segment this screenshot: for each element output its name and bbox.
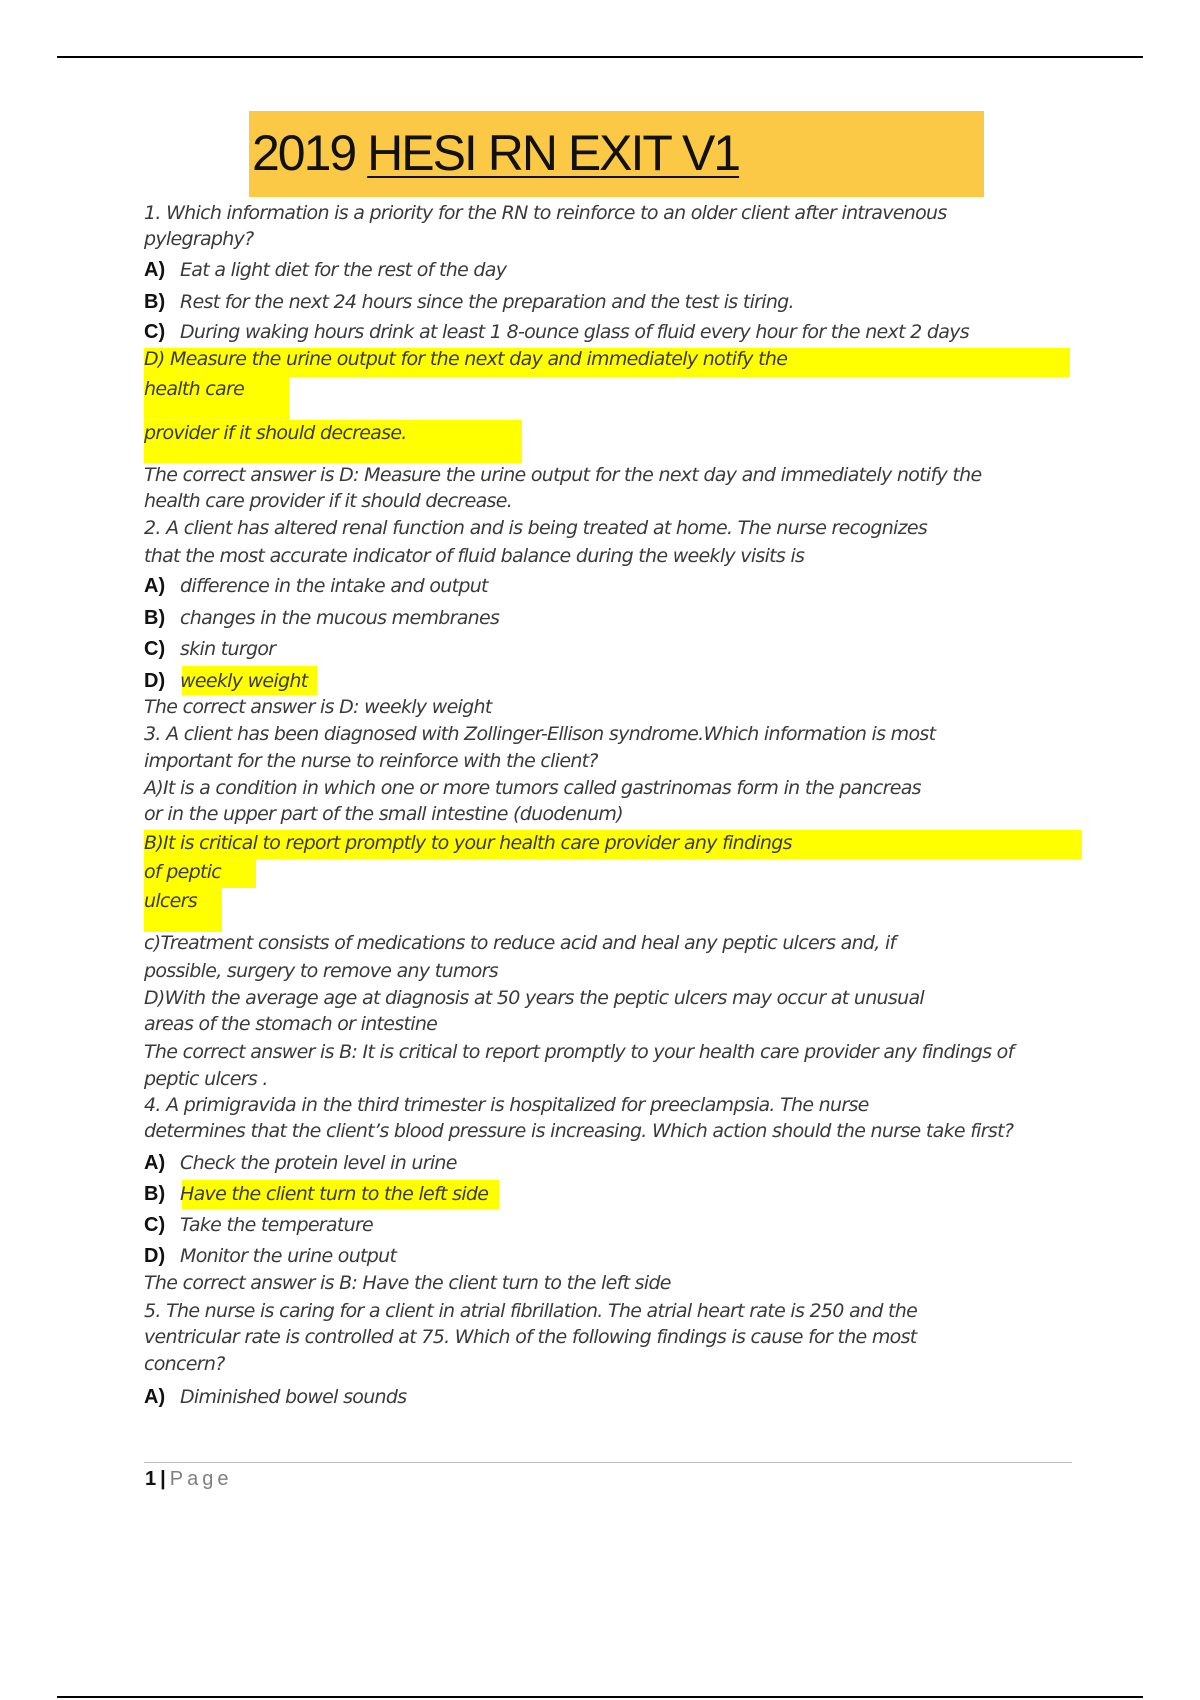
option-text: Rest for the next 24 hours since the preparation and the test is tiring. [180,291,794,313]
question-2-option-b [144,605,499,631]
question-2-stem-line2: that the most accurate indicator of fluid balance during the weekly visits is [144,545,805,567]
question-3-option-c-line1: c)Treatment consists of medications to reduce acid and heal any peptic ulcers and, if [144,932,896,954]
question-4-option-a [144,1150,457,1176]
top-rule [57,56,1143,58]
question-4-answer: The correct answer is B: Have the client turn to the left side [144,1272,671,1294]
page-footer [145,1468,232,1491]
question-1-stem-line2: pylegraphy? [144,228,254,250]
option-letter: C) [144,1214,166,1236]
question-4-stem-line1: 4. A primigravida in the third trimester is hospitalized for preeclampsia. The nurse [144,1094,869,1116]
question-2-answer: The correct answer is D: weekly weight [144,696,492,718]
option-letter: D) [144,670,166,692]
question-4-option-d [144,1243,396,1269]
option-text: Monitor the urine output [180,1245,397,1267]
option-letter: C) [144,638,166,660]
question-4-option-b [144,1181,488,1207]
question-1-stem-line1: 1. Which information is a priority for the RN to reinforce to an older client after intravenous [144,202,947,224]
question-3-highlighted-line1: B)It is critical to report promptly to your health care provider any findings [144,832,792,854]
option-text: Eat a light diet for the rest of the day [180,259,507,281]
question-2-option-c [144,636,275,662]
question-1-option-b [144,289,794,315]
page-number: 1 [145,1468,157,1490]
question-3-answer-line2: peptic ulcers . [144,1068,268,1090]
option-letter: A) [144,1386,166,1408]
option-text: skin turgor [180,638,276,660]
option-text: weekly weight [180,670,308,692]
question-1-option-c [144,319,969,345]
page-label: Page [169,1468,233,1490]
question-1-option-a [144,257,506,283]
question-5-stem-line2: ventricular rate is controlled at 75. Which of the following findings is cause for the most [144,1326,917,1348]
question-3-option-a-line2: or in the upper part of the small intestine (duodenum) [144,803,623,825]
option-letter: C) [144,321,166,343]
option-letter: B) [144,607,166,629]
question-1-highlighted-line3: provider if it should decrease. [144,422,407,444]
title-prefix: 2019 [252,125,368,181]
option-text: Have the client turn to the left side [180,1183,489,1205]
title-underlined: HESI RN EXIT V1 [367,125,740,181]
question-4-stem-line2: determines that the client’s blood pressure is increasing. Which action should the nurse take first? [144,1120,1014,1142]
option-text: During waking hours drink at least 1 8-ounce glass of fluid every hour for the next 2 days [180,321,969,343]
question-5-option-a [144,1384,406,1410]
question-3-option-a-line1: A)It is a condition in which one or more tumors called gastrinomas form in the pancreas [144,777,921,799]
question-1-answer-line2: health care provider if it should decrease. [144,490,513,512]
question-1-answer-line1: The correct answer is D: Measure the urine output for the next day and immediately notify the [144,464,982,486]
option-text: changes in the mucous membranes [180,607,500,629]
option-letter: D) [144,1245,166,1267]
question-3-option-d-line2: areas of the stomach or intestine [144,1013,438,1035]
question-2-option-d [144,668,307,694]
option-letter: A) [144,259,166,281]
question-3-option-d-line1: D)With the average age at diagnosis at 50 years the peptic ulcers may occur at unusual [144,987,924,1009]
question-3-option-c-line2: possible, surgery to remove any tumors [144,960,498,982]
option-text: difference in the intake and output [180,575,488,597]
option-text: Take the temperature [180,1214,374,1236]
option-text: Diminished bowel sounds [180,1386,407,1408]
question-1-highlighted-line2: health care [144,378,245,400]
question-2-option-a [144,573,488,599]
option-letter: B) [144,291,166,313]
question-3-highlighted-line2: of peptic [144,861,222,883]
option-letter: A) [144,1152,166,1174]
option-letter: A) [144,575,166,597]
question-1-highlighted-line1: D) Measure the urine output for the next day and immediately notify the [144,348,788,370]
question-3-stem-line1: 3. A client has been diagnosed with Zollinger-Ellison syndrome.Which information is most [144,723,936,745]
question-3-highlighted-line3: ulcers [144,890,197,912]
footer-separator: | [160,1468,166,1490]
option-text: Check the protein level in urine [180,1152,457,1174]
question-5-stem-line3: concern? [144,1353,225,1375]
question-5-stem-line1: 5. The nurse is caring for a client in atrial fibrillation. The atrial heart rate is 250 and the [144,1300,918,1322]
document-title [252,125,740,181]
question-2-stem-line1: 2. A client has altered renal function and is being treated at home. The nurse recognizes [144,517,928,539]
bottom-rule [57,1696,1143,1698]
option-letter: B) [144,1183,166,1205]
question-3-answer-line1: The correct answer is B: It is critical to report promptly to your health care provider any findings of [144,1041,1014,1063]
question-4-option-c [144,1212,373,1238]
question-3-stem-line2: important for the nurse to reinforce with the client? [144,750,598,772]
footer-rule [144,1462,1072,1463]
